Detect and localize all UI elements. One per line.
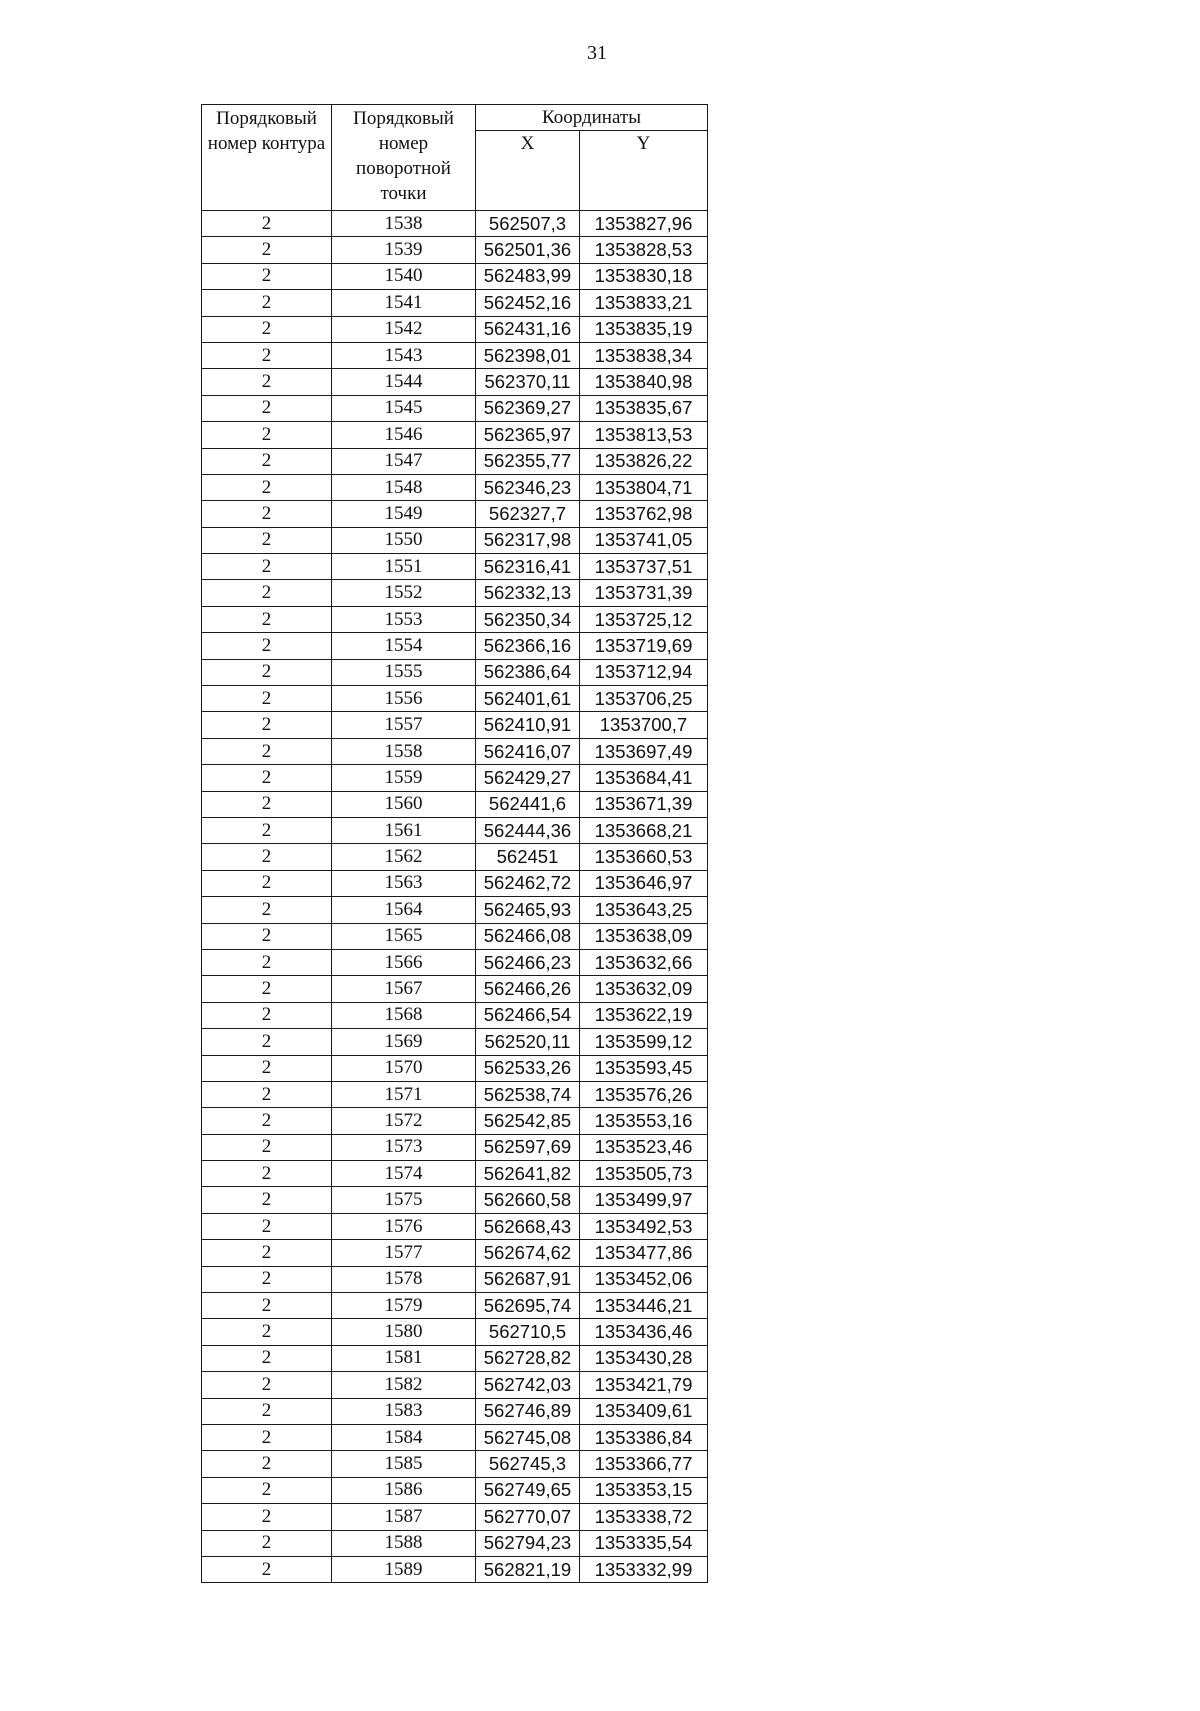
cell-x: 562365,97 bbox=[476, 422, 580, 448]
cell-x: 562520,11 bbox=[476, 1029, 580, 1055]
cell-y: 1353826,22 bbox=[580, 448, 708, 474]
table-row bbox=[202, 580, 708, 606]
cell-point-number: 1566 bbox=[332, 949, 476, 975]
cell-point-number: 1542 bbox=[332, 316, 476, 342]
cell-point-number: 1576 bbox=[332, 1213, 476, 1239]
cell-contour-number: 2 bbox=[202, 342, 332, 368]
cell-point-number: 1570 bbox=[332, 1055, 476, 1081]
table-row bbox=[202, 870, 708, 896]
cell-point-number: 1554 bbox=[332, 633, 476, 659]
cell-x: 562452,16 bbox=[476, 290, 580, 316]
cell-x: 562745,3 bbox=[476, 1451, 580, 1477]
cell-contour-number: 2 bbox=[202, 1161, 332, 1187]
cell-contour-number: 2 bbox=[202, 1504, 332, 1530]
table-row bbox=[202, 211, 708, 237]
cell-x: 562444,36 bbox=[476, 817, 580, 843]
cell-y: 1353697,49 bbox=[580, 738, 708, 764]
cell-y: 1353599,12 bbox=[580, 1029, 708, 1055]
cell-point-number: 1578 bbox=[332, 1266, 476, 1292]
table-row bbox=[202, 897, 708, 923]
cell-contour-number: 2 bbox=[202, 844, 332, 870]
cell-point-number: 1559 bbox=[332, 765, 476, 791]
cell-point-number: 1579 bbox=[332, 1293, 476, 1319]
header-y: Y bbox=[580, 131, 708, 211]
cell-contour-number: 2 bbox=[202, 211, 332, 237]
cell-y: 1353737,51 bbox=[580, 554, 708, 580]
header-contour-number: Порядковый номер контура bbox=[202, 105, 332, 211]
cell-contour-number: 2 bbox=[202, 1081, 332, 1107]
cell-x: 562350,34 bbox=[476, 606, 580, 632]
cell-point-number: 1577 bbox=[332, 1240, 476, 1266]
table-row bbox=[202, 1213, 708, 1239]
table-row bbox=[202, 765, 708, 791]
cell-y: 1353684,41 bbox=[580, 765, 708, 791]
cell-y: 1353646,97 bbox=[580, 870, 708, 896]
cell-point-number: 1562 bbox=[332, 844, 476, 870]
cell-x: 562538,74 bbox=[476, 1081, 580, 1107]
table-row bbox=[202, 448, 708, 474]
cell-point-number: 1561 bbox=[332, 817, 476, 843]
cell-point-number: 1547 bbox=[332, 448, 476, 474]
cell-y: 1353706,25 bbox=[580, 686, 708, 712]
table-row bbox=[202, 844, 708, 870]
cell-point-number: 1588 bbox=[332, 1530, 476, 1556]
table-row bbox=[202, 817, 708, 843]
cell-point-number: 1544 bbox=[332, 369, 476, 395]
cell-y: 1353671,39 bbox=[580, 791, 708, 817]
cell-x: 562462,72 bbox=[476, 870, 580, 896]
cell-point-number: 1572 bbox=[332, 1108, 476, 1134]
cell-point-number: 1550 bbox=[332, 527, 476, 553]
cell-y: 1353731,39 bbox=[580, 580, 708, 606]
cell-y: 1353828,53 bbox=[580, 237, 708, 263]
cell-x: 562369,27 bbox=[476, 395, 580, 421]
cell-y: 1353835,19 bbox=[580, 316, 708, 342]
cell-y: 1353643,25 bbox=[580, 897, 708, 923]
cell-x: 562483,99 bbox=[476, 263, 580, 289]
cell-contour-number: 2 bbox=[202, 448, 332, 474]
cell-x: 562821,19 bbox=[476, 1556, 580, 1582]
cell-y: 1353835,67 bbox=[580, 395, 708, 421]
cell-x: 562687,91 bbox=[476, 1266, 580, 1292]
cell-contour-number: 2 bbox=[202, 633, 332, 659]
table-row bbox=[202, 1372, 708, 1398]
cell-x: 562466,08 bbox=[476, 923, 580, 949]
table-row bbox=[202, 1055, 708, 1081]
table-row bbox=[202, 290, 708, 316]
cell-point-number: 1585 bbox=[332, 1451, 476, 1477]
cell-point-number: 1574 bbox=[332, 1161, 476, 1187]
cell-contour-number: 2 bbox=[202, 1213, 332, 1239]
cell-point-number: 1548 bbox=[332, 474, 476, 500]
cell-contour-number: 2 bbox=[202, 1029, 332, 1055]
cell-contour-number: 2 bbox=[202, 1319, 332, 1345]
cell-contour-number: 2 bbox=[202, 580, 332, 606]
cell-y: 1353386,84 bbox=[580, 1424, 708, 1450]
cell-point-number: 1557 bbox=[332, 712, 476, 738]
cell-y: 1353762,98 bbox=[580, 501, 708, 527]
table-row bbox=[202, 422, 708, 448]
cell-point-number: 1538 bbox=[332, 211, 476, 237]
table-row bbox=[202, 1345, 708, 1371]
table-row bbox=[202, 1293, 708, 1319]
table-body bbox=[202, 211, 708, 1583]
cell-contour-number: 2 bbox=[202, 501, 332, 527]
cell-contour-number: 2 bbox=[202, 1240, 332, 1266]
table-header bbox=[202, 105, 708, 211]
cell-point-number: 1587 bbox=[332, 1504, 476, 1530]
table-row bbox=[202, 1530, 708, 1556]
table-row bbox=[202, 633, 708, 659]
cell-contour-number: 2 bbox=[202, 817, 332, 843]
table-row bbox=[202, 923, 708, 949]
cell-y: 1353576,26 bbox=[580, 1081, 708, 1107]
table-row bbox=[202, 1240, 708, 1266]
cell-x: 562355,77 bbox=[476, 448, 580, 474]
cell-x: 562370,11 bbox=[476, 369, 580, 395]
cell-contour-number: 2 bbox=[202, 659, 332, 685]
cell-point-number: 1589 bbox=[332, 1556, 476, 1582]
table-row bbox=[202, 1556, 708, 1582]
cell-x: 562431,16 bbox=[476, 316, 580, 342]
cell-contour-number: 2 bbox=[202, 263, 332, 289]
table-row bbox=[202, 554, 708, 580]
table-row bbox=[202, 527, 708, 553]
table-row bbox=[202, 1134, 708, 1160]
cell-contour-number: 2 bbox=[202, 712, 332, 738]
cell-y: 1353813,53 bbox=[580, 422, 708, 448]
table-row bbox=[202, 474, 708, 500]
table-row bbox=[202, 1002, 708, 1028]
cell-x: 562466,23 bbox=[476, 949, 580, 975]
cell-contour-number: 2 bbox=[202, 1187, 332, 1213]
table-row bbox=[202, 237, 708, 263]
cell-x: 562533,26 bbox=[476, 1055, 580, 1081]
cell-x: 562507,3 bbox=[476, 211, 580, 237]
cell-x: 562770,07 bbox=[476, 1504, 580, 1530]
cell-contour-number: 2 bbox=[202, 1530, 332, 1556]
cell-x: 562416,07 bbox=[476, 738, 580, 764]
cell-x: 562429,27 bbox=[476, 765, 580, 791]
cell-contour-number: 2 bbox=[202, 1345, 332, 1371]
cell-contour-number: 2 bbox=[202, 1451, 332, 1477]
cell-contour-number: 2 bbox=[202, 237, 332, 263]
table-row bbox=[202, 316, 708, 342]
table-row bbox=[202, 1319, 708, 1345]
cell-y: 1353804,71 bbox=[580, 474, 708, 500]
cell-point-number: 1551 bbox=[332, 554, 476, 580]
cell-x: 562542,85 bbox=[476, 1108, 580, 1134]
cell-contour-number: 2 bbox=[202, 369, 332, 395]
cell-contour-number: 2 bbox=[202, 290, 332, 316]
cell-point-number: 1545 bbox=[332, 395, 476, 421]
table-row bbox=[202, 1398, 708, 1424]
cell-point-number: 1567 bbox=[332, 976, 476, 1002]
cell-y: 1353338,72 bbox=[580, 1504, 708, 1530]
table-row bbox=[202, 949, 708, 975]
cell-x: 562668,43 bbox=[476, 1213, 580, 1239]
cell-contour-number: 2 bbox=[202, 870, 332, 896]
cell-y: 1353452,06 bbox=[580, 1266, 708, 1292]
cell-contour-number: 2 bbox=[202, 1293, 332, 1319]
cell-contour-number: 2 bbox=[202, 949, 332, 975]
cell-x: 562597,69 bbox=[476, 1134, 580, 1160]
cell-y: 1353446,21 bbox=[580, 1293, 708, 1319]
cell-point-number: 1581 bbox=[332, 1345, 476, 1371]
cell-contour-number: 2 bbox=[202, 1002, 332, 1028]
cell-contour-number: 2 bbox=[202, 976, 332, 1002]
header-x: X bbox=[476, 131, 580, 211]
cell-y: 1353840,98 bbox=[580, 369, 708, 395]
cell-x: 562327,7 bbox=[476, 501, 580, 527]
cell-x: 562501,36 bbox=[476, 237, 580, 263]
cell-point-number: 1568 bbox=[332, 1002, 476, 1028]
cell-point-number: 1565 bbox=[332, 923, 476, 949]
cell-x: 562660,58 bbox=[476, 1187, 580, 1213]
cell-y: 1353827,96 bbox=[580, 211, 708, 237]
cell-contour-number: 2 bbox=[202, 422, 332, 448]
table-row bbox=[202, 1029, 708, 1055]
table-row bbox=[202, 1477, 708, 1503]
cell-point-number: 1555 bbox=[332, 659, 476, 685]
cell-contour-number: 2 bbox=[202, 765, 332, 791]
cell-x: 562466,26 bbox=[476, 976, 580, 1002]
page-number: 31 bbox=[587, 42, 607, 64]
cell-contour-number: 2 bbox=[202, 738, 332, 764]
cell-x: 562641,82 bbox=[476, 1161, 580, 1187]
cell-y: 1353505,73 bbox=[580, 1161, 708, 1187]
cell-x: 562332,13 bbox=[476, 580, 580, 606]
table-row bbox=[202, 738, 708, 764]
cell-y: 1353409,61 bbox=[580, 1398, 708, 1424]
cell-point-number: 1556 bbox=[332, 686, 476, 712]
cell-y: 1353523,46 bbox=[580, 1134, 708, 1160]
cell-y: 1353430,28 bbox=[580, 1345, 708, 1371]
table-row bbox=[202, 1424, 708, 1450]
cell-point-number: 1549 bbox=[332, 501, 476, 527]
cell-contour-number: 2 bbox=[202, 1424, 332, 1450]
cell-y: 1353436,46 bbox=[580, 1319, 708, 1345]
cell-y: 1353712,94 bbox=[580, 659, 708, 685]
table-row bbox=[202, 369, 708, 395]
cell-x: 562745,08 bbox=[476, 1424, 580, 1450]
cell-x: 562742,03 bbox=[476, 1372, 580, 1398]
cell-point-number: 1575 bbox=[332, 1187, 476, 1213]
cell-x: 562746,89 bbox=[476, 1398, 580, 1424]
cell-x: 562410,91 bbox=[476, 712, 580, 738]
cell-point-number: 1541 bbox=[332, 290, 476, 316]
cell-point-number: 1543 bbox=[332, 342, 476, 368]
cell-contour-number: 2 bbox=[202, 1266, 332, 1292]
cell-y: 1353668,21 bbox=[580, 817, 708, 843]
cell-contour-number: 2 bbox=[202, 1477, 332, 1503]
cell-x: 562317,98 bbox=[476, 527, 580, 553]
table-row bbox=[202, 1081, 708, 1107]
cell-x: 562441,6 bbox=[476, 791, 580, 817]
table-row bbox=[202, 791, 708, 817]
table-row bbox=[202, 395, 708, 421]
table-row bbox=[202, 1451, 708, 1477]
cell-y: 1353366,77 bbox=[580, 1451, 708, 1477]
cell-y: 1353335,54 bbox=[580, 1530, 708, 1556]
cell-contour-number: 2 bbox=[202, 1372, 332, 1398]
cell-y: 1353421,79 bbox=[580, 1372, 708, 1398]
cell-x: 562386,64 bbox=[476, 659, 580, 685]
cell-x: 562674,62 bbox=[476, 1240, 580, 1266]
table-row bbox=[202, 1504, 708, 1530]
cell-contour-number: 2 bbox=[202, 1134, 332, 1160]
cell-point-number: 1539 bbox=[332, 237, 476, 263]
cell-point-number: 1552 bbox=[332, 580, 476, 606]
coordinates-table bbox=[201, 104, 708, 1583]
cell-x: 562451 bbox=[476, 844, 580, 870]
cell-y: 1353660,53 bbox=[580, 844, 708, 870]
table-row bbox=[202, 1108, 708, 1134]
cell-point-number: 1558 bbox=[332, 738, 476, 764]
cell-contour-number: 2 bbox=[202, 395, 332, 421]
cell-contour-number: 2 bbox=[202, 923, 332, 949]
cell-point-number: 1546 bbox=[332, 422, 476, 448]
cell-point-number: 1580 bbox=[332, 1319, 476, 1345]
cell-point-number: 1564 bbox=[332, 897, 476, 923]
table-row bbox=[202, 263, 708, 289]
table-row bbox=[202, 501, 708, 527]
cell-contour-number: 2 bbox=[202, 316, 332, 342]
cell-point-number: 1553 bbox=[332, 606, 476, 632]
table-row bbox=[202, 1187, 708, 1213]
cell-y: 1353622,19 bbox=[580, 1002, 708, 1028]
cell-contour-number: 2 bbox=[202, 1398, 332, 1424]
table-row bbox=[202, 712, 708, 738]
header-point-number: Порядковый номер поворотной точки bbox=[332, 105, 476, 211]
table-row bbox=[202, 659, 708, 685]
cell-y: 1353741,05 bbox=[580, 527, 708, 553]
table-row bbox=[202, 1266, 708, 1292]
cell-point-number: 1540 bbox=[332, 263, 476, 289]
cell-y: 1353638,09 bbox=[580, 923, 708, 949]
cell-y: 1353593,45 bbox=[580, 1055, 708, 1081]
cell-x: 562366,16 bbox=[476, 633, 580, 659]
header-coordinates: Координаты bbox=[476, 105, 708, 131]
cell-x: 562465,93 bbox=[476, 897, 580, 923]
cell-point-number: 1573 bbox=[332, 1134, 476, 1160]
cell-x: 562466,54 bbox=[476, 1002, 580, 1028]
table-row bbox=[202, 1161, 708, 1187]
cell-x: 562398,01 bbox=[476, 342, 580, 368]
cell-contour-number: 2 bbox=[202, 897, 332, 923]
cell-y: 1353838,34 bbox=[580, 342, 708, 368]
cell-y: 1353632,09 bbox=[580, 976, 708, 1002]
cell-x: 562794,23 bbox=[476, 1530, 580, 1556]
cell-contour-number: 2 bbox=[202, 791, 332, 817]
cell-contour-number: 2 bbox=[202, 1055, 332, 1081]
cell-x: 562728,82 bbox=[476, 1345, 580, 1371]
cell-contour-number: 2 bbox=[202, 554, 332, 580]
cell-contour-number: 2 bbox=[202, 1556, 332, 1582]
cell-point-number: 1569 bbox=[332, 1029, 476, 1055]
cell-point-number: 1560 bbox=[332, 791, 476, 817]
cell-point-number: 1563 bbox=[332, 870, 476, 896]
cell-y: 1353719,69 bbox=[580, 633, 708, 659]
cell-y: 1353553,16 bbox=[580, 1108, 708, 1134]
cell-x: 562346,23 bbox=[476, 474, 580, 500]
cell-y: 1353332,99 bbox=[580, 1556, 708, 1582]
cell-point-number: 1571 bbox=[332, 1081, 476, 1107]
cell-y: 1353477,86 bbox=[580, 1240, 708, 1266]
cell-x: 562695,74 bbox=[476, 1293, 580, 1319]
cell-contour-number: 2 bbox=[202, 527, 332, 553]
cell-x: 562710,5 bbox=[476, 1319, 580, 1345]
cell-y: 1353499,97 bbox=[580, 1187, 708, 1213]
table-row bbox=[202, 342, 708, 368]
cell-y: 1353353,15 bbox=[580, 1477, 708, 1503]
cell-contour-number: 2 bbox=[202, 686, 332, 712]
cell-y: 1353492,53 bbox=[580, 1213, 708, 1239]
table-row bbox=[202, 976, 708, 1002]
cell-y: 1353833,21 bbox=[580, 290, 708, 316]
cell-contour-number: 2 bbox=[202, 474, 332, 500]
cell-y: 1353725,12 bbox=[580, 606, 708, 632]
cell-point-number: 1583 bbox=[332, 1398, 476, 1424]
cell-point-number: 1584 bbox=[332, 1424, 476, 1450]
cell-x: 562316,41 bbox=[476, 554, 580, 580]
cell-x: 562401,61 bbox=[476, 686, 580, 712]
cell-y: 1353632,66 bbox=[580, 949, 708, 975]
cell-point-number: 1582 bbox=[332, 1372, 476, 1398]
cell-y: 1353830,18 bbox=[580, 263, 708, 289]
table-row bbox=[202, 606, 708, 632]
cell-y: 1353700,7 bbox=[580, 712, 708, 738]
cell-contour-number: 2 bbox=[202, 1108, 332, 1134]
cell-point-number: 1586 bbox=[332, 1477, 476, 1503]
cell-x: 562749,65 bbox=[476, 1477, 580, 1503]
table-row bbox=[202, 686, 708, 712]
cell-contour-number: 2 bbox=[202, 606, 332, 632]
